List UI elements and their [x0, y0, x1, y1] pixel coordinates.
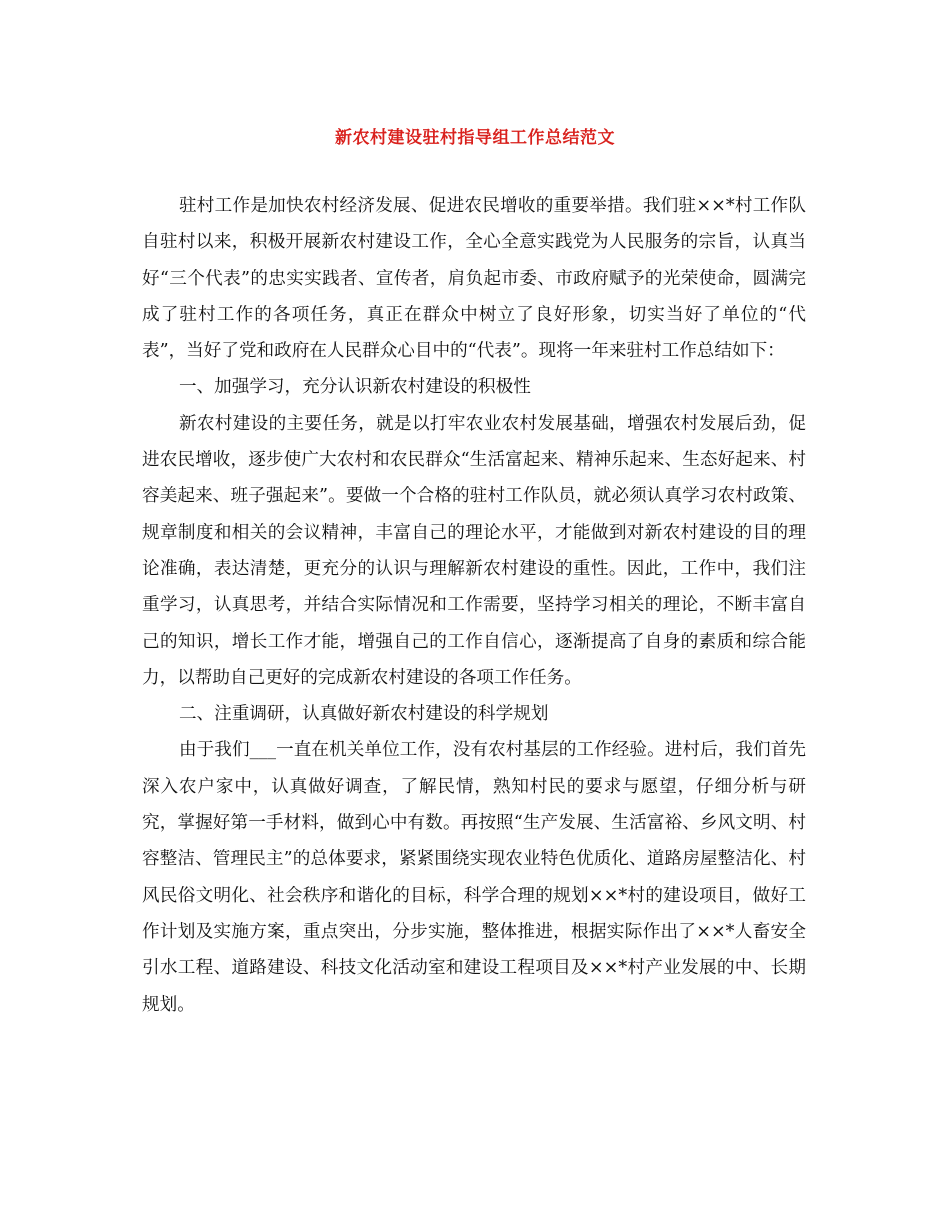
paragraph-section-2: 由于我们___一直在机关单位工作，没有农村基层的工作经验。进村后，我们首先深入农户家中，认真做好调查，了解民情，熟知村民的要求与愿望，仔细分析与研究，掌握好第一手材料，做到心中有数。再按照“生产发展、生活富裕、乡风文明、村容整洁、管理民主”的总体要求，紧紧围绕实现农业特色优质化、道路房屋整洁化、村风民俗文明化、社会秩序和谐化的目标，科学合理的规划××*村的建设项目，做好工作计划及实施方案，重点突出，分步实施，整体推进，根据实际作出了××*人畜安全引水工程、道路建设、科技文化活动室和建设工程项目及××*村产业发展的中、长期规划。: [142, 740, 806, 1015]
paragraph-intro: 驻村工作是加快农村经济发展、促进农民增收的重要举措。我们驻××*村工作队自驻村以来，积极开展新农村建设工作，全心全意实践党为人民服务的宗旨，认真当好“三个代表”的忠实实践者、宣传者，肩负起市委、市政府赋予的光荣使命，圆满完成了驻村工作的各项任务，真正在群众中树立了良好形象，切实当好了单位的“代表”，当好了党和政府在人民群众心目中的“代表”。现将一年来驻村工作总结如下：: [142, 196, 806, 362]
document-title: 新农村建设驻村指导组工作总结范文: [335, 128, 615, 148]
paragraph-section-1: 新农村建设的主要任务，就是以打牢农业农村发展基础，增强农村发展后劲，促进农民增收，逐步使广大农村和农民群众“生活富起来、精神乐起来、生态好起来、村容美起来、班子强起来”。要做一个合格的驻村工作队员，就必须认真学习农村政策、规章制度和相关的会议精神，丰富自己的理论水平，才能做到对新农村建设的目的理论准确，表达清楚，更充分的认识与理解新农村建设的重性。因此，工作中，我们注重学习，认真思考，并结合实际情况和工作需要，坚持学习相关的理论，不断丰富自己的知识，增长工作才能，增强自己的工作自信心，逐渐提高了自身的素质和综合能力，以帮助自己更好的完成新农村建设的各项工作任务。: [142, 413, 806, 688]
section-heading-1: 一、加强学习，充分认识新农村建设的积极性: [178, 377, 531, 398]
document-body: [142, 188, 806, 1023]
section-heading-2: 二、注重调研，认真做好新农村建设的科学规划: [178, 704, 549, 725]
